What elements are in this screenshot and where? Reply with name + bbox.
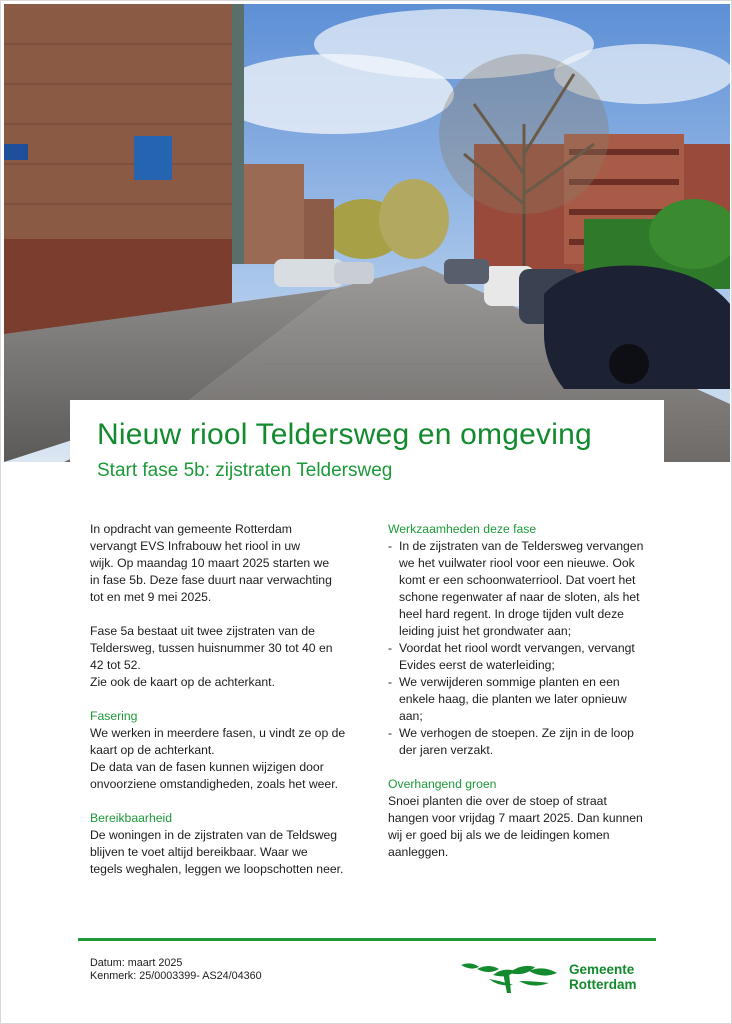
text-line: - In de zijstraten van de Teldersweg vervangen xyxy=(399,539,644,553)
overhangend-groen-heading: Overhangend groen xyxy=(388,777,497,791)
bereikbaarheid-heading: Bereikbaarheid xyxy=(90,811,172,825)
gemeente-rotterdam-logo xyxy=(459,959,659,999)
text-line: wijk. Op maandag 10 maart 2025 starten we xyxy=(90,556,330,570)
text-line: hangen voor vrijdag 7 maart 2025. Dan kunnen xyxy=(388,811,643,825)
text-line: blijven te voet altijd bereikbaar. Waar we xyxy=(90,845,308,859)
fasering-paragraph xyxy=(90,725,358,793)
text-line: - Voordat het riool wordt vervangen, vervangt xyxy=(399,641,635,655)
text-line: onvoorziene omstandigheden, zoals het weer. xyxy=(90,777,338,791)
title-box xyxy=(70,400,664,492)
text-line: - We verhogen de stoepen. Ze zijn in de loop xyxy=(399,726,634,740)
right-column xyxy=(388,521,658,878)
text-line: We werken in meerdere fasen, u vindt ze op de xyxy=(90,726,346,740)
werkzaamheden-list xyxy=(388,538,658,759)
text-line: in fase 5b. Deze fase duurt naar verwachting xyxy=(90,573,332,587)
logo-line-rotterdam: Rotterdam xyxy=(569,977,637,992)
text-line: leiding juist het grondwater aan; xyxy=(399,624,572,638)
text-line: schone regenwater af naar de sloten, als het xyxy=(399,590,640,604)
text-line: wij er goed bij als we de leidingen komen xyxy=(388,828,610,842)
text-line: we het vuilwater riool voor een nieuwe. Ook xyxy=(399,556,635,570)
text-line: Fase 5a bestaat uit twee zijstraten van de xyxy=(90,624,315,638)
phase-paragraph xyxy=(90,623,358,691)
rotterdam-logo-icon xyxy=(459,959,563,995)
street-photo xyxy=(4,4,730,462)
page-title: Nieuw riool Teldersweg en omgeving xyxy=(97,418,592,451)
text-line: aanleggen. xyxy=(388,845,449,859)
text-line: De data van de fasen kunnen wijzigen door xyxy=(90,760,324,774)
text-line: enkele haag, die planten we later opnieuw xyxy=(399,692,627,706)
intro-paragraph xyxy=(90,521,358,606)
list-item xyxy=(388,725,658,759)
list-item xyxy=(388,640,658,674)
text-line: In opdracht van gemeente Rotterdam xyxy=(90,522,292,536)
fasering-heading: Fasering xyxy=(90,709,138,723)
text-line: tegels weghalen, leggen we loopschotten neer. xyxy=(90,862,344,876)
text-line: Evides eerst de waterleiding; xyxy=(399,658,555,672)
street-photo-illustration xyxy=(4,4,730,462)
text-line: tot en met 9 mei 2025. xyxy=(90,590,212,604)
page-subtitle: Start fase 5b: zijstraten Teldersweg xyxy=(97,460,393,481)
text-line: heel hard regent. In droge tijden vult deze xyxy=(399,607,624,621)
text-line: Teldersweg, tussen huisnummer 30 tot 40 en xyxy=(90,641,333,655)
list-item xyxy=(388,674,658,725)
datum-text: Datum: maart 2025 xyxy=(90,957,183,969)
bereikbaarheid-paragraph xyxy=(90,827,358,878)
footer-divider xyxy=(78,938,656,941)
text-line: der jaren verzakt. xyxy=(399,743,494,757)
logo-line-gemeente: Gemeente xyxy=(569,962,635,977)
street-sign-left xyxy=(4,144,28,160)
logo-text xyxy=(569,962,637,992)
street-sign-blue xyxy=(134,136,172,180)
text-line: De woningen in de zijstraten van de Teldsweg xyxy=(90,828,338,842)
text-line: Snoei planten die over de stoep of straat xyxy=(388,794,607,808)
footer-meta xyxy=(90,957,262,983)
text-line: komt er een schoonwaterriool. Dat voert het xyxy=(399,573,636,587)
text-line: kaart op de achterkant. xyxy=(90,743,215,757)
text-line: 42 tot 52. xyxy=(90,658,141,672)
text-line: Zie ook de kaart op de achterkant. xyxy=(90,675,275,689)
text-line: aan; xyxy=(399,709,423,723)
text-line: - We verwijderen sommige planten en een xyxy=(399,675,620,689)
text-line: vervangt EVS Infrabouw het riool in uw xyxy=(90,539,301,553)
list-item xyxy=(388,538,658,640)
left-column xyxy=(90,521,358,895)
kenmerk-text: Kenmerk: 25/0003399- AS24/04360 xyxy=(90,970,262,982)
werkzaamheden-heading: Werkzaamheden deze fase xyxy=(388,522,537,536)
overhangend-groen-paragraph xyxy=(388,793,658,861)
